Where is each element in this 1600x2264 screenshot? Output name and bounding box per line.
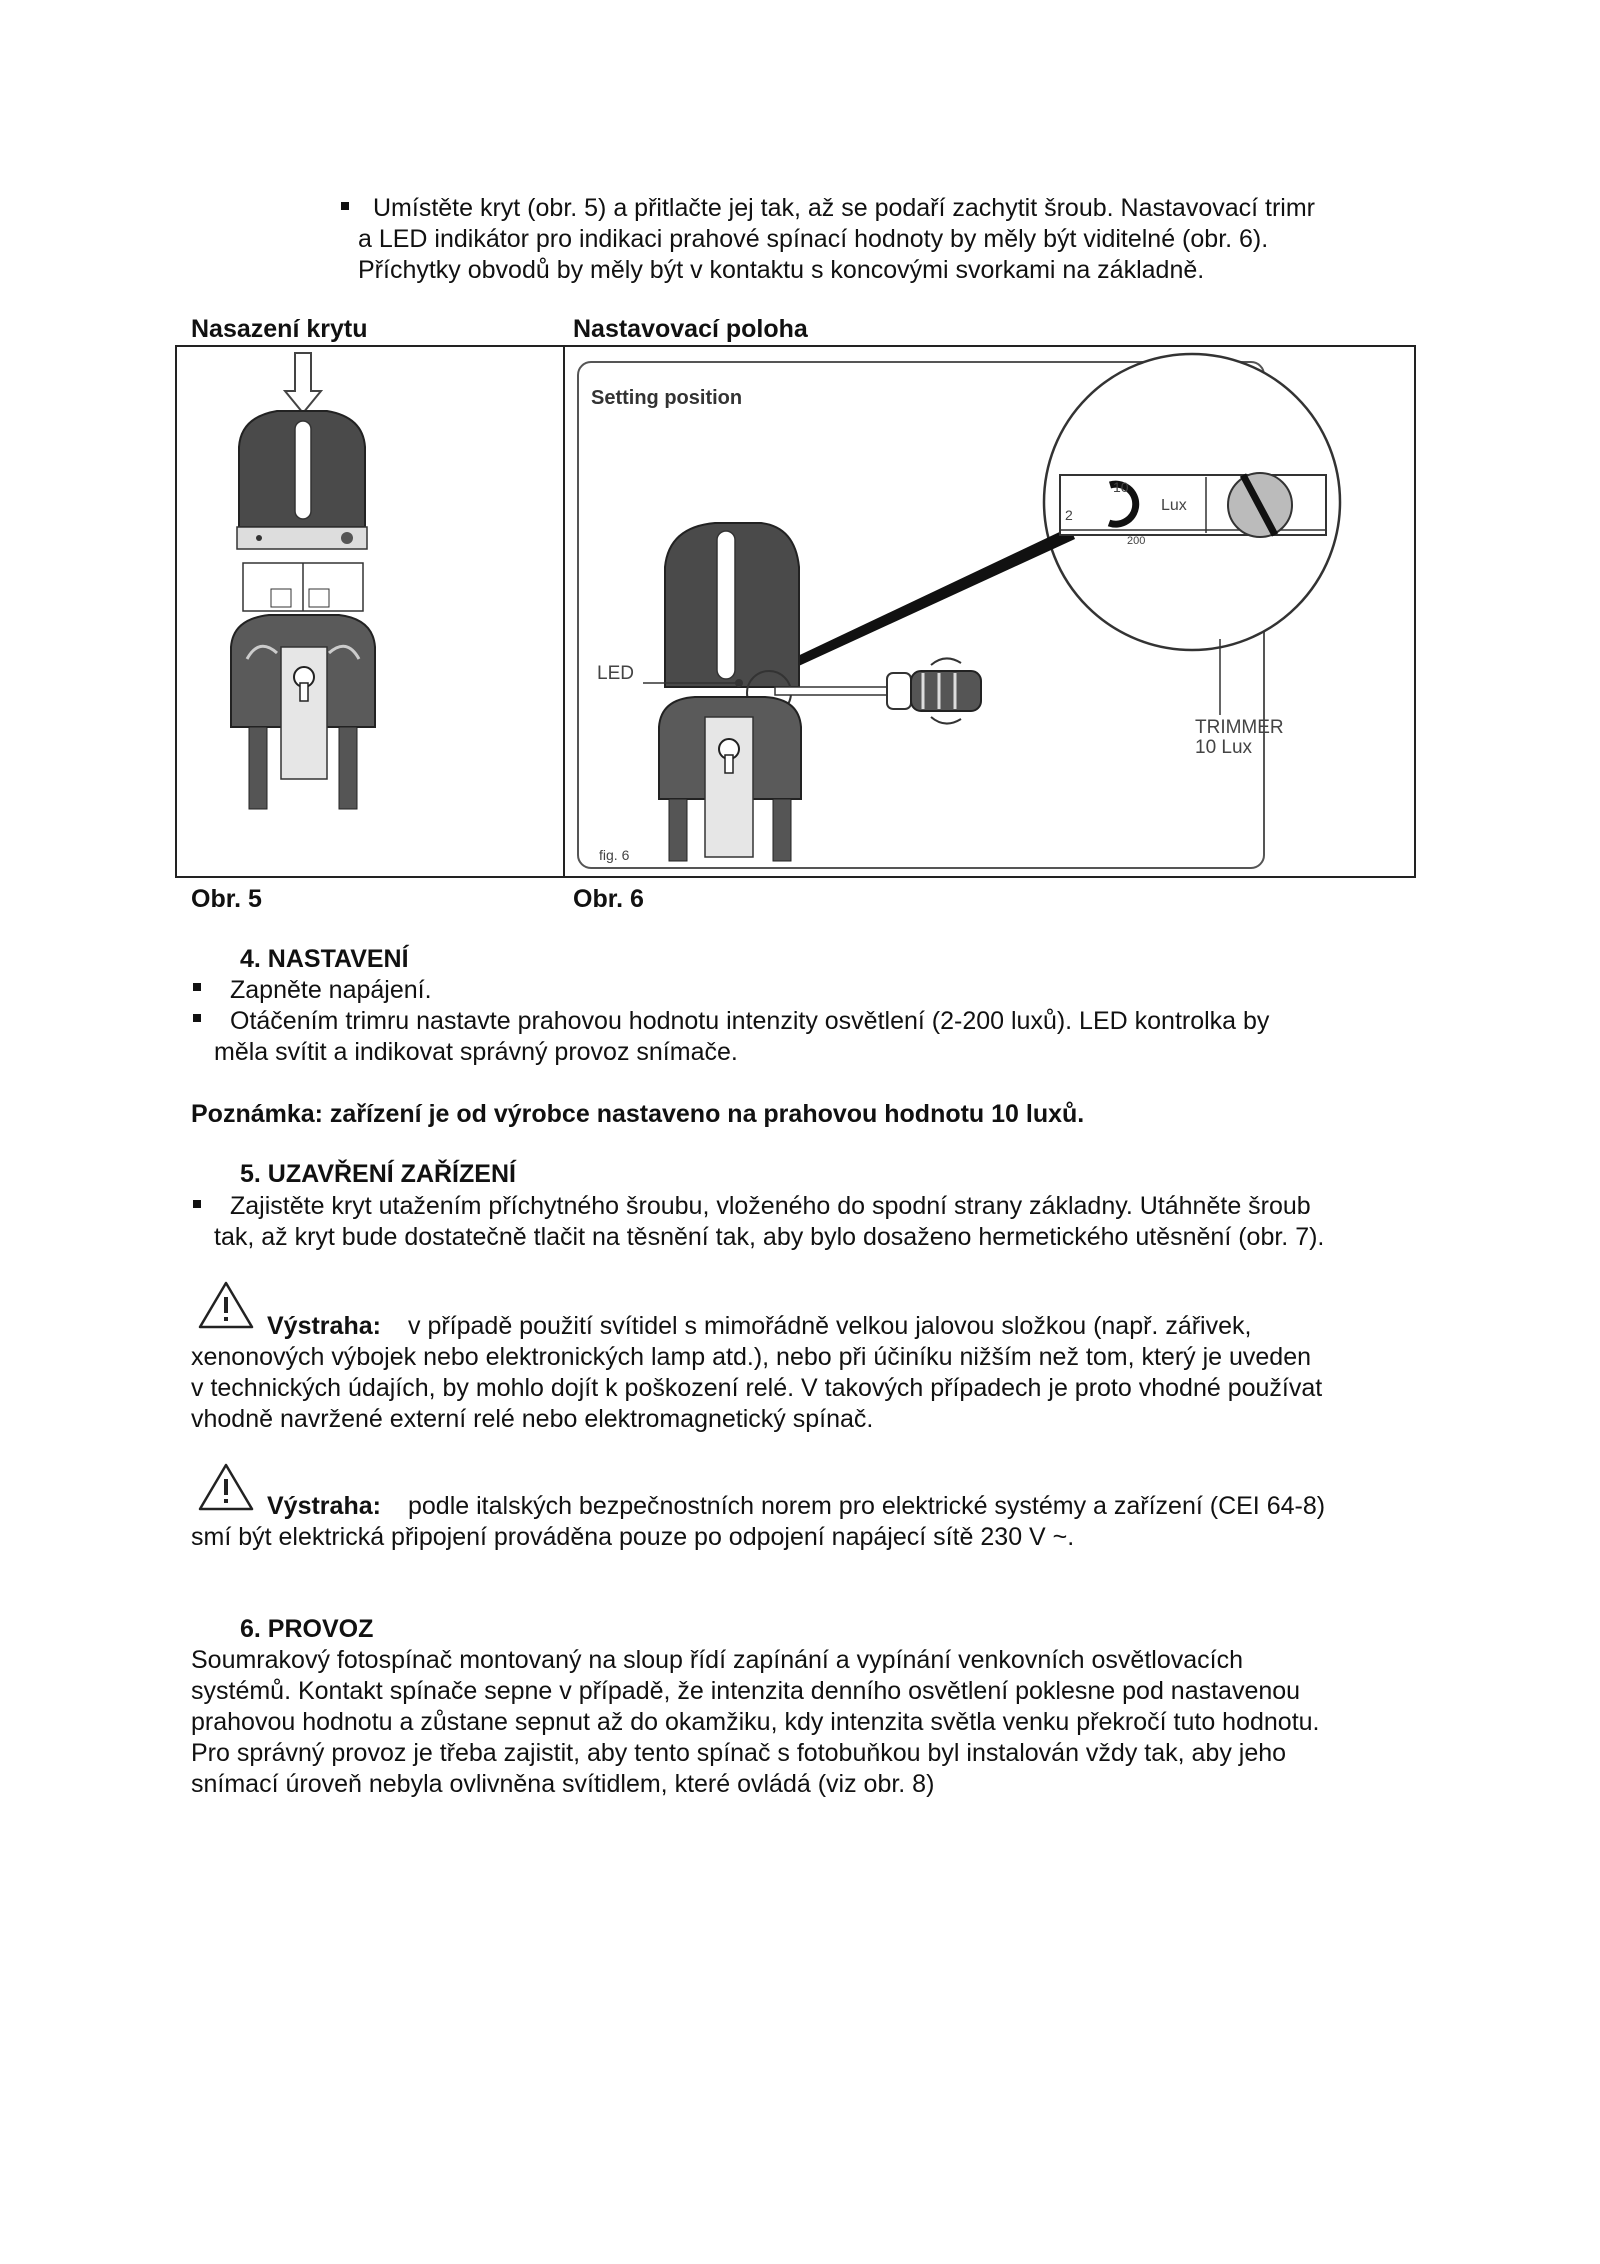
section-6-line-5: snímací úroveň nebyla ovlivněna svítidlem, které ovládá (viz obr. 8) bbox=[191, 1770, 935, 1798]
figure-6-heading: Nastavovací poloha bbox=[573, 315, 808, 343]
fig6-lux-label: Lux bbox=[1161, 497, 1187, 514]
figure-5-drawing bbox=[177, 347, 563, 876]
warning-triangle-icon bbox=[197, 1280, 255, 1330]
bullet-marker bbox=[193, 1200, 201, 1208]
fig6-scale-10: 10 bbox=[1113, 479, 1129, 495]
intro-line-3: Příchytky obvodů by měly být v kontaktu s koncovými svorkami na základně. bbox=[358, 256, 1205, 284]
figure-5-heading: Nasazení krytu bbox=[191, 315, 368, 343]
fig6-led-label: LED bbox=[597, 663, 634, 684]
figure-5-caption: Obr. 5 bbox=[191, 885, 262, 913]
section-6-line-1: Soumrakový fotospínač montovaný na sloup řídí zapínání a vypínání venkovních osvětlovacích bbox=[191, 1646, 1243, 1674]
fig6-trimmer-value: 10 Lux bbox=[1195, 737, 1253, 758]
bullet-marker bbox=[193, 983, 201, 991]
figure-6-drawing bbox=[565, 347, 1414, 876]
intro-line-1: Umístěte kryt (obr. 5) a přitlačte jej tak, až se podaří zachytit šroub. Nastavovací trimr bbox=[373, 194, 1316, 222]
fig6-title: Setting position bbox=[591, 387, 743, 409]
section-4-note: Poznámka: zařízení je od výrobce nastaveno na prahovou hodnotu 10 luxů. bbox=[191, 1100, 1085, 1128]
bullet-marker bbox=[193, 1014, 201, 1022]
figure-5-frame bbox=[175, 345, 565, 878]
warning-2-line-1: podle italských bezpečnostních norem pro elektrické systémy a zařízení (CEI 64-8) bbox=[408, 1492, 1326, 1520]
figure-6-caption: Obr. 6 bbox=[573, 885, 644, 913]
section-5-heading: 5. UZAVŘENÍ ZAŘÍZENÍ bbox=[240, 1160, 516, 1188]
warning-triangle-icon bbox=[197, 1462, 255, 1512]
section-4-heading: 4. NASTAVENÍ bbox=[240, 945, 409, 973]
warning-2-line-2: smí být elektrická připojení prováděna pouze po odpojení napájecí sítě 230 V ~. bbox=[191, 1523, 1075, 1551]
warning-1-line-4: vhodně navržené externí relé nebo elektromagnetický spínač. bbox=[191, 1405, 874, 1433]
warning-1-line-3: v technických údajích, by mohlo dojít k poškození relé. V takových případech je proto vhodné používat bbox=[191, 1374, 1323, 1402]
figure-6-frame bbox=[563, 345, 1416, 878]
section-4-bullet-2-line-1: Otáčením trimru nastavte prahovou hodnotu intenzity osvětlení (2-200 luxů). LED kontrolka by bbox=[230, 1007, 1270, 1035]
section-4-bullet-2-line-2: měla svítit a indikovat správný provoz snímače. bbox=[214, 1038, 738, 1066]
section-6-heading: 6. PROVOZ bbox=[240, 1615, 374, 1643]
intro-line-2: a LED indikátor pro indikaci prahové spínací hodnoty by měly být viditelné (obr. 6). bbox=[358, 225, 1269, 253]
section-6-line-2: systémů. Kontakt spínače sepne v případě, že intenzita denního osvětlení poklesne pod nastavenou bbox=[191, 1677, 1301, 1705]
warning-2-label: Výstraha: bbox=[267, 1492, 381, 1520]
bullet-marker bbox=[341, 202, 349, 210]
fig6-caption-small: fig. 6 bbox=[599, 847, 630, 863]
section-6-line-4: Pro správný provoz je třeba zajistit, aby tento spínač s fotobuňkou byl instalován vždy tak, aby jeho bbox=[191, 1739, 1287, 1767]
fig6-trimmer-label: TRIMMER bbox=[1195, 717, 1284, 738]
fig6-scale-200: 200 bbox=[1127, 535, 1146, 547]
down-arrow-icon bbox=[285, 353, 321, 413]
section-4-bullet-1: Zapněte napájení. bbox=[230, 976, 432, 1004]
warning-1-line-1: v případě použití svítidel s mimořádně velkou jalovou složkou (např. zářivek, bbox=[408, 1312, 1252, 1340]
warning-1-label: Výstraha: bbox=[267, 1312, 381, 1340]
warning-1-line-2: xenonových výbojek nebo elektronických lamp atd.), nebo při účiníku nižším než tom, který je uveden bbox=[191, 1343, 1312, 1371]
section-6-line-3: prahovou hodnotu a zůstane sepnut až do okamžiku, kdy intenzita světla venku překročí tuto hodnotu. bbox=[191, 1708, 1320, 1736]
section-5-bullet-1-line-1: Zajistěte kryt utažením příchytného šroubu, vloženého do spodní strany základny. Utáhněte šroub bbox=[230, 1192, 1311, 1220]
section-5-bullet-1-line-2: tak, až kryt bude dostatečně tlačit na těsnění tak, aby bylo dosaženo hermetického utěsnění (obr. 7). bbox=[214, 1223, 1325, 1251]
fig6-scale-2: 2 bbox=[1065, 507, 1073, 523]
